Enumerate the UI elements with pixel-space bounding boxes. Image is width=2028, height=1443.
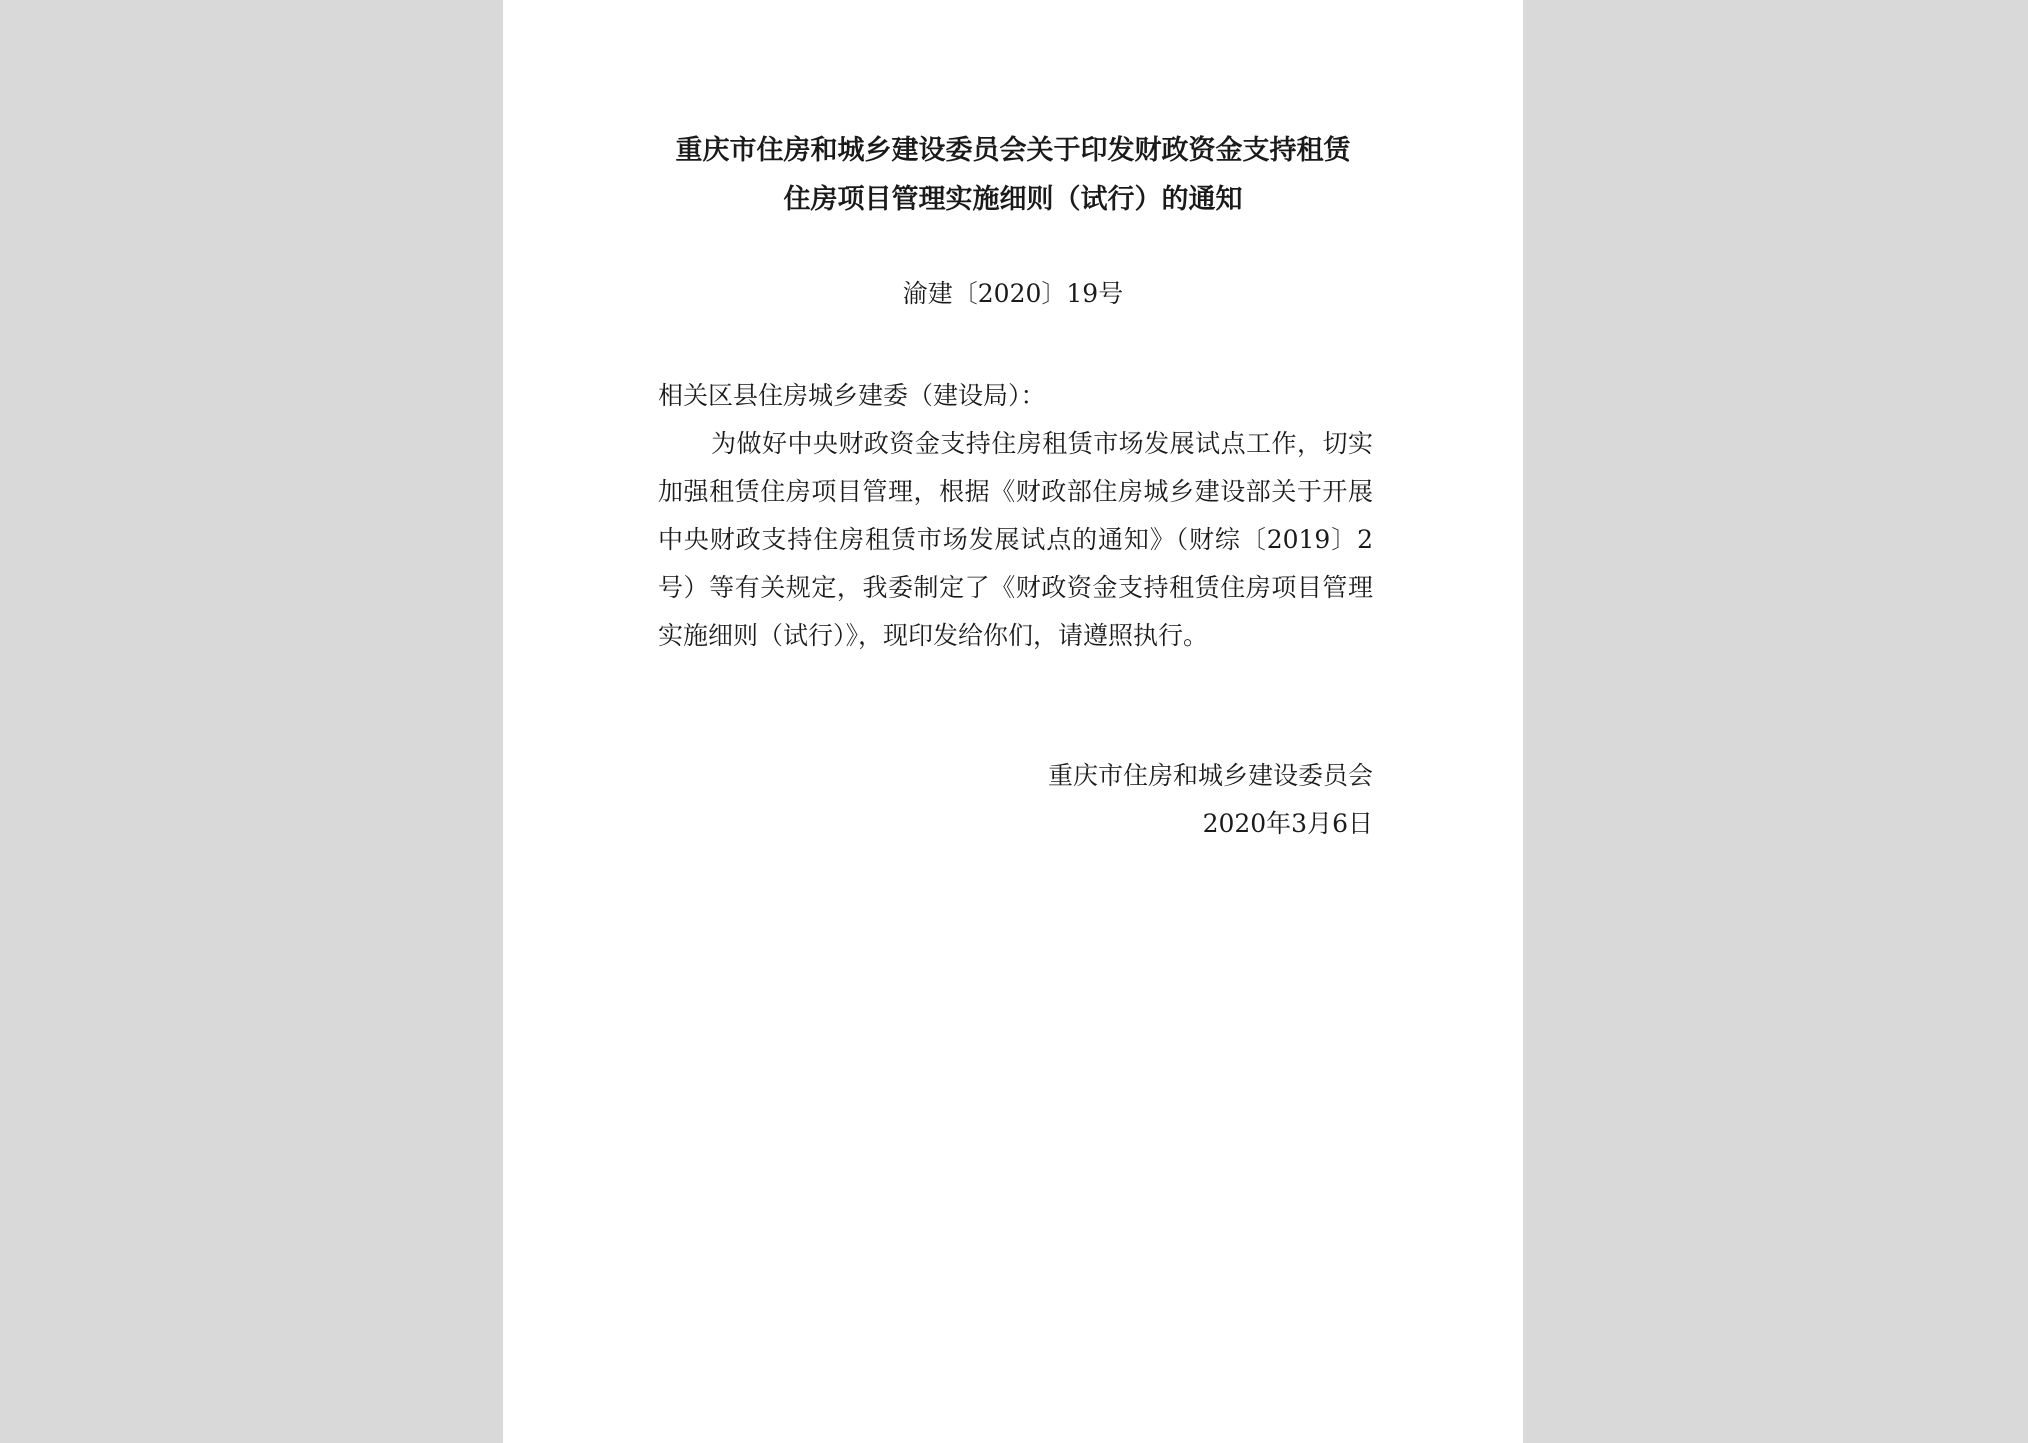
addressee: 相关区县住房城乡建委（建设局）： — [658, 381, 1046, 410]
document-page — [503, 0, 1523, 1443]
document-number: 渝建〔2020〕19号 — [902, 279, 1124, 308]
signature-date: 2020年3月6日 — [1202, 809, 1373, 838]
document-title-line2: 住房项目管理实施细则（试行）的通知 — [783, 184, 1243, 215]
document-title-line1: 重庆市住房和城乡建设委员会关于印发财政资金支持租赁 — [675, 135, 1351, 166]
signature-organization: 重庆市住房和城乡建设委员会 — [1047, 761, 1373, 790]
body-paragraph: 为做好中央财政资金支持住房租赁市场发展试点工作，切实加强租赁住房项目管理，根据《财政部住房城乡建设部关于开展中央财政支持住房租赁市场发展试点的通知》（财综〔2019〕2号）等有关规定，我委制定了《财政资金支持租赁住房项目管理实施细则（试行）》，现印发给你们，请遵照执行。 — [658, 429, 1373, 650]
